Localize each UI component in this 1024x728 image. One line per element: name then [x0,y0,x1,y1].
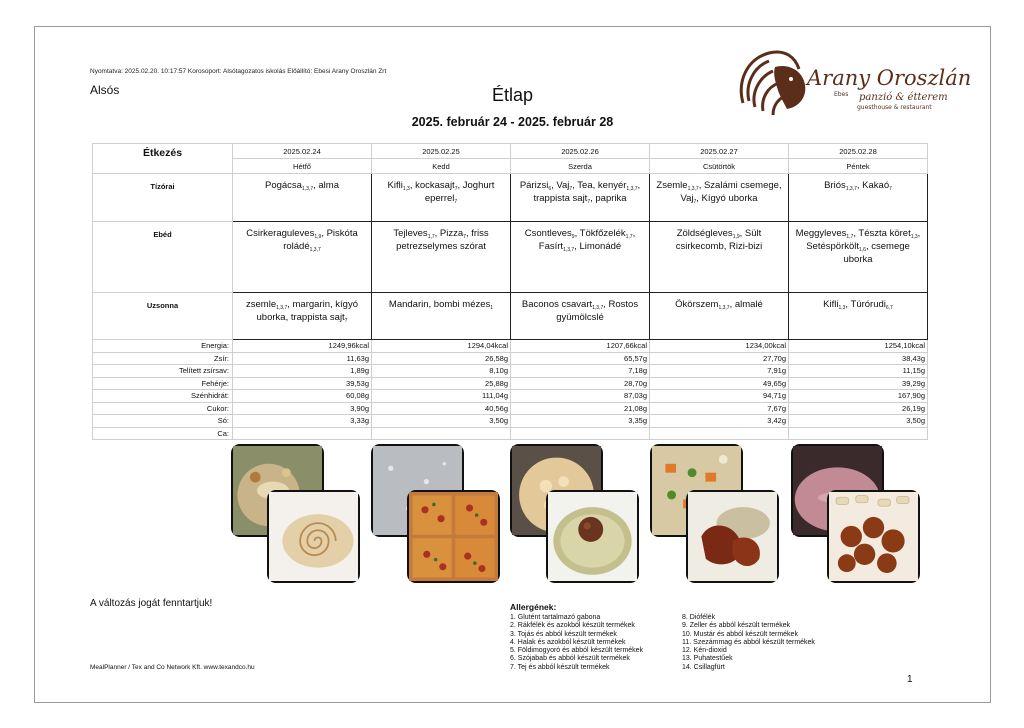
nutrition-value: 167,90g [789,390,928,403]
allergen-title: Allergének: [510,602,557,612]
dish-text: , Sült csirkecomb, Rizi-bizi [675,228,763,252]
nutrition-value [511,427,650,440]
nutrition-label: Energia: [93,340,233,353]
logo-text-sub2: guesthouse & restaurant [857,104,932,111]
dish-text: , Kígyó uborka [696,193,758,204]
dish-text: , Tea, kenyér [572,180,627,191]
nutrition-value: 40,56g [372,402,511,415]
nutrition-label: Szénhidrát: [93,390,233,403]
dish-text: Zsemle [656,180,688,191]
meal-column-header: Étkezés [93,144,233,174]
nutrition-value: 87,03g [511,390,650,403]
allergen-codes: 7 [569,186,573,192]
logo-text-sub: panzió & étterem [859,92,948,103]
nutrition-label: Só: [93,415,233,428]
menu-page [34,26,991,703]
nutrition-value: 26,58g [372,352,511,365]
nutrition-value: 28,70g [511,377,650,390]
nutrition-value: 1254,10kcal [789,340,928,353]
allergen-item: 8. Diófélék [682,614,716,621]
allergen-codes: 7 [454,186,458,192]
nutrition-label: Fehérje: [93,377,233,390]
date-range-subtitle: 2025. február 24 - 2025. február 28 [411,115,614,129]
dish-text: , Rostos gyümölcslé [556,299,639,323]
allergen-codes: 1,3 [910,234,918,240]
allergen-item: 14. Csillagfürt [682,663,725,671]
allergen-codes: 1,3 [838,305,846,311]
dish-text: Baconos csavart [521,299,593,310]
meal-cell [372,293,511,340]
nutrition-value: 7,18g [511,365,650,378]
allergen-codes: 7 [889,186,892,192]
meal-label: Uzsonna [93,293,233,340]
nutrition-value: 60,08g [233,390,372,403]
nutrition-row [93,377,928,390]
meal-cell [233,293,372,340]
nutrition-value: 8,10g [372,365,511,378]
dish-text: Kifli [823,299,839,310]
meal-cell [233,222,372,293]
arany-oroszlan-logo [733,41,972,127]
nutrition-value: 94,71g [650,390,789,403]
meal-cell [789,222,928,293]
page-title: Étlap [491,85,534,105]
allergen-codes: 1,3,7 [845,186,857,192]
nutrition-value [233,427,372,440]
nutrition-row [93,415,928,428]
nutrition-value: 7,91g [650,365,789,378]
meal-row [93,174,928,222]
dish-text: , Vaj [551,180,570,191]
dish-text: Ökörszem [675,299,719,310]
allergen-codes: 1,7 [846,234,854,240]
allergen-codes: 1 [490,305,494,311]
allergen-codes: 1,7 [625,234,633,240]
nutrition-label: Telített zsírsav: [93,365,233,378]
nutrition-value: 39,29g [789,377,928,390]
allergen-codes: 1,3 [402,186,410,192]
allergen-codes: 1,9 [314,234,322,240]
allergen-item: 2. Rákfélék és azokból készült termékek [510,622,635,630]
allergen-codes: 1,3,7 [626,186,638,192]
nutrition-value [650,427,789,440]
meal-cell [789,293,928,340]
day-date: 2025.02.27 [650,144,789,159]
dish-text: , kockasajt [409,180,455,191]
food-photos [231,444,931,604]
dish-text: , Setéspörkölt [806,228,921,252]
nutrition-value [789,427,928,440]
allergen-item: 11. Szezámmag és abból készült termékek [682,638,815,646]
day-name: Szerda [511,159,650,174]
allergen-item: 13. Puhatestűek [682,655,733,663]
allergen-codes: 1,3,7 [687,186,699,192]
nutrition-value: 3,50g [372,415,511,428]
menu-table [92,143,928,440]
allergen-codes: 1,3,7 [563,247,575,253]
nutrition-row [93,352,928,365]
dish-text: , Szalámi csemege, Vaj [680,180,782,204]
dish-text: , alma [313,180,339,191]
dish-text: , Kakaó [856,180,890,191]
nutrition-value: 3,33g [233,415,372,428]
nutrition-value: 1,89g [233,365,372,378]
dish-text: , Pizza [434,228,464,239]
meal-cell [372,222,511,293]
day-date: 2025.02.25 [372,144,511,159]
day-name: Kedd [372,159,511,174]
allergen-codes: 7 [587,199,591,205]
allergen-codes: 1,3,7 [309,247,321,253]
nutrition-value: 27,70g [650,352,789,365]
nutrition-label: Zsír: [93,352,233,365]
allergen-item: 4. Halak és azokból készült termékek [510,638,626,646]
dish-text: Briós [824,180,846,191]
allergen-codes: 9 [571,234,575,240]
dish-text: , Piskóta roládé [283,228,358,252]
nutrition-value: 3,50g [789,415,928,428]
allergen-codes: 1,3,7 [301,186,314,192]
allergen-codes: 1,3,7 [592,305,604,311]
meal-cell [511,222,650,293]
nutrition-value: 65,57g [511,352,650,365]
allergen-item: 10. Mustár és abból készült termékek [682,630,798,638]
meal-cell [511,174,650,222]
allergen-item: 12. Kén-dioxid [682,647,727,655]
meal-row [93,222,928,293]
day-name: Hétfő [233,159,372,174]
allergen-item: 1. Glutént tartalmazó gabona [510,614,601,621]
allergen-codes: 7 [454,199,458,205]
pizza-photo [407,490,500,583]
nutrition-value: 25,88g [372,377,511,390]
nutrition-label: Ca: [93,427,233,440]
nutrition-value: 26,19g [789,402,928,415]
allergen-codes: 1,7 [427,234,435,240]
dish-text: , Tökfőzelék [574,228,626,239]
allergen-item: 9. Zeller és abból készült termékek [682,622,791,630]
dish-text: , trappista sajt [533,180,641,204]
print-meta: Nyomtatva: 2025.02.20. 10:17:57 Korosoport: Alsótagozatos iskolás Előállító: Ebesi Arany Oroszlán Zrt [90,68,387,75]
nutrition-value: 3,90g [233,402,372,415]
dish-text: , Limonádé [574,241,622,252]
day-date: 2025.02.26 [511,144,650,159]
dish-text: , friss petrezselymes szórat [396,228,489,252]
meal-row [93,293,928,340]
nutrition-row [93,340,928,353]
dish-text: Pogácsa [265,180,302,191]
allergen-codes: 7 [693,199,697,205]
nutrition-row [93,390,928,403]
nutrition-row [93,365,928,378]
allergen-codes: 7 [344,318,348,324]
age-group-label: Alsós [90,83,120,97]
dish-text: Csontleves [524,228,572,239]
nutrition-value: 39,53g [233,377,372,390]
dish-text: Párizsi [519,180,549,191]
allergen-list-left [510,614,643,672]
nutrition-value: 7,67g [650,402,789,415]
dish-text: Kifli [387,180,403,191]
dish-text: , paprika [590,193,627,204]
meal-cell [789,174,928,222]
allergen-codes: 6 [548,186,552,192]
nutrition-value: 11,63g [233,352,372,365]
nutrition-value: 38,43g [789,352,928,365]
allergen-item: 3. Tojás és abból készült termékek [510,630,617,638]
nutrition-row [93,427,928,440]
dish-text: , almalé [729,299,763,310]
meal-label: Tízórai [93,174,233,222]
nutrition-value: 1207,66kcal [511,340,650,353]
nutrition-value: 1234,00kcal [650,340,789,353]
nutrition-value: 49,65g [650,377,789,390]
dish-text: , Túrórudi [845,299,886,310]
nutrition-value: 21,08g [511,402,650,415]
dish-text: , margarin, kígyó uborka, trappista sajt [256,299,358,323]
allergen-codes: 1,9 [732,234,740,240]
day-date: 2025.02.28 [789,144,928,159]
dish-text: Csirkeraguleves [246,228,315,239]
meal-cell [650,174,789,222]
page-number: 1 [907,674,913,685]
allergen-codes: 1,3,7 [276,305,288,311]
allergen-codes: 6,7 [885,305,893,311]
nutrition-value: 1249,96kcal [233,340,372,353]
allergen-codes: 1,6 [859,247,866,253]
dish-text: , Tészta köret [853,228,911,239]
dish-text: Zöldségleves [676,228,733,239]
dish-text: zsemle [246,299,277,310]
meal-cell [511,293,650,340]
dish-text: Tejleves [393,228,428,239]
meal-cell [372,174,511,222]
dish-text: Meggyleves [795,228,847,239]
day-name: Csütörtök [650,159,789,174]
day-name: Péntek [789,159,928,174]
nutrition-row [93,402,928,415]
pumpkin-stew-meatball-photo [546,490,639,583]
logo-text-small: Ebes [834,91,849,98]
nutrition-value [372,427,511,440]
dish-text: Mandarin, bombi mézes [388,299,491,310]
footer-credit: MealPlanner / Tex and Co Network Kft. www.texandco.hu [90,664,255,671]
meal-cell [650,293,789,340]
allergen-codes: 7 [463,234,466,240]
nutrition-label: Cukor: [93,402,233,415]
change-notice: A változás jogát fenntartjuk! [90,598,213,609]
nutrition-value: 111,04g [372,390,511,403]
allergen-codes: 1,3,7 [718,305,730,311]
allergen-item: 6. Szójabab és abból készült termékek [510,655,630,663]
allergen-item: 5. Földimogyoró és abból készült termékek [510,647,644,655]
meal-cell [233,174,372,222]
meal-label: Ebéd [93,222,233,293]
allergen-item: 7. Tej és abból készült termékek [510,663,610,671]
logo-text-main: Arany Oroszlán [807,66,972,90]
nutrition-value: 3,42g [650,415,789,428]
allergen-list-right [682,614,815,672]
meal-cell [650,222,789,293]
nutrition-value: 3,35g [511,415,650,428]
dish-text: , csemege uborka [843,241,910,265]
dish-text: , Joghurt eperrel [424,180,495,204]
nutrition-value: 11,15g [789,365,928,378]
day-date: 2025.02.24 [233,144,372,159]
pork-stew-pasta-photo [827,490,920,583]
dish-text: , Fasírt [538,228,636,252]
roast-chicken-rice-photo [686,490,779,583]
nutrition-value: 1294,04kcal [372,340,511,353]
swiss-roll-photo [267,490,360,583]
